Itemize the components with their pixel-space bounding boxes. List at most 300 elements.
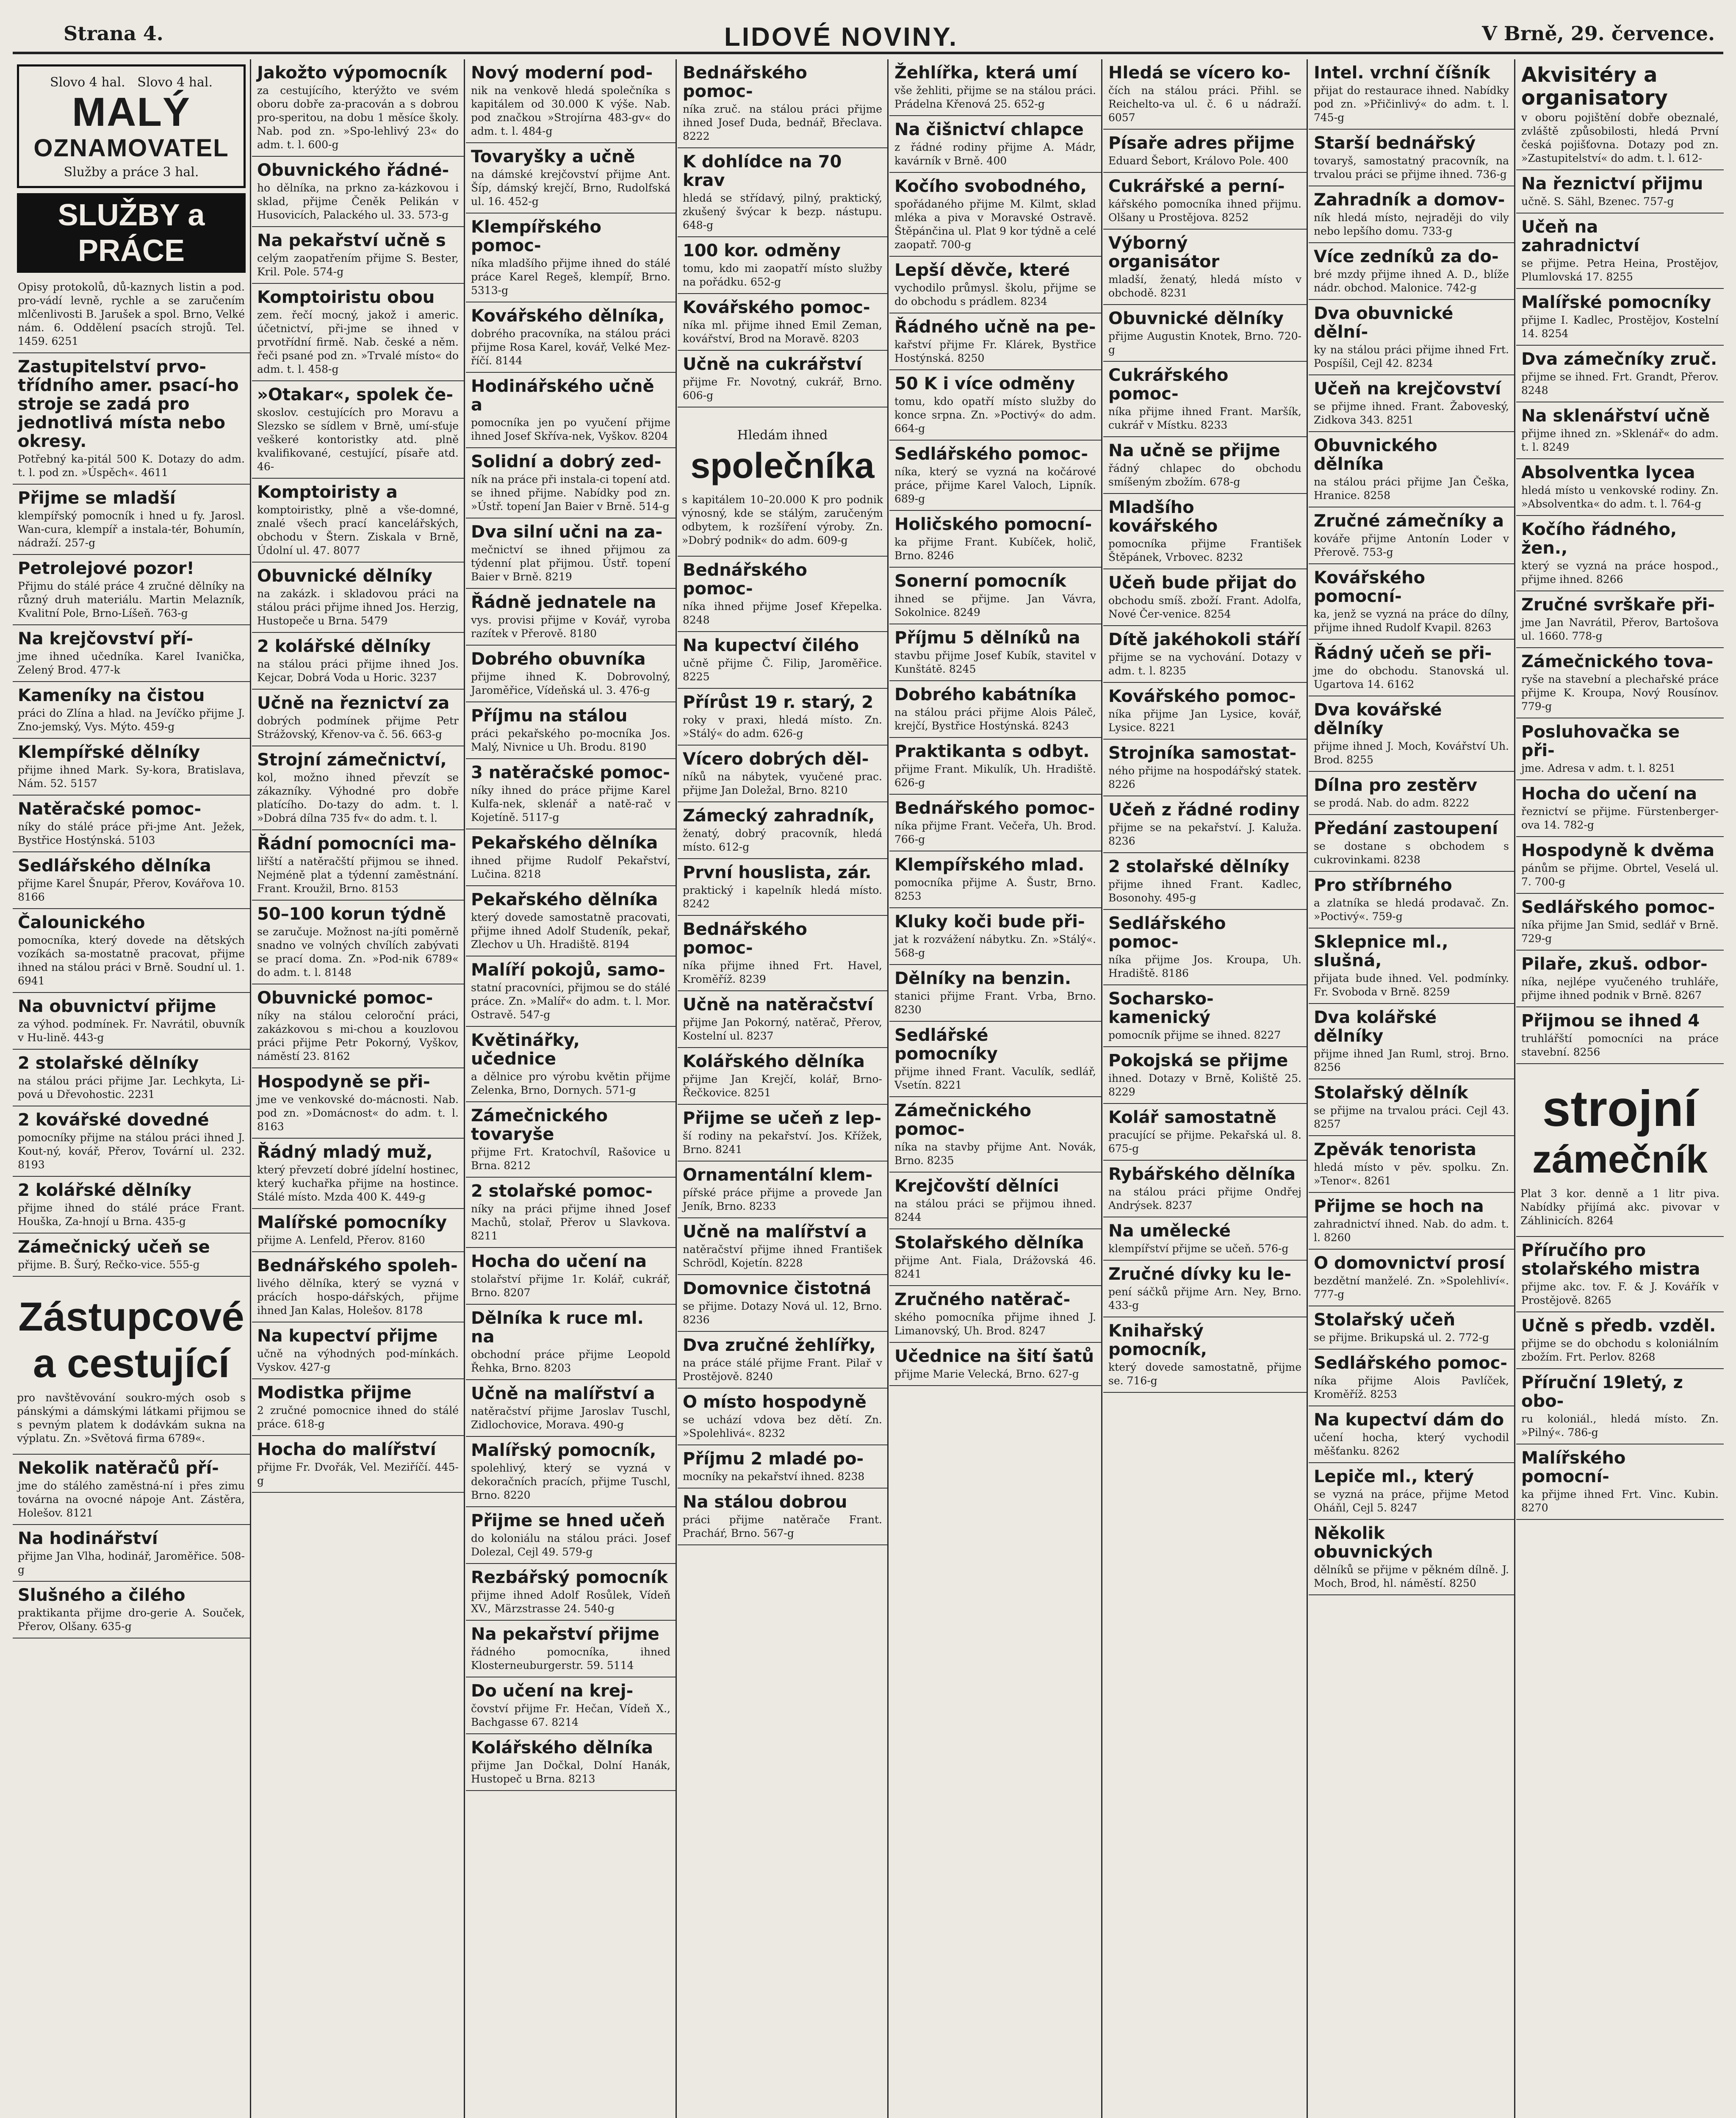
ad-heading: Dobrého kabátníka [894,685,1077,704]
ad-text: řádný chlapec do obchodu smíšeným zbožím. 678-g [1108,462,1301,488]
ad-heading: Domovnice čistotná [683,1279,872,1298]
ad-text: za cestujícího, kterýžto ve svém oboru dobře za-pracován a s dobrou pro-speritou, na dobu 1 měsíce školy. Nab. pod zn. »Spo-lehlivý 23« do adm. t. l. 600-g [257,84,459,151]
ad-heading: Klempířského pomoc- [471,217,602,255]
ad-heading: Kolářského dělníka [471,1738,653,1758]
ad-heading: Kovářského dělníka, [471,306,665,326]
classified-ad [1516,1007,1724,1064]
ad-text: níky na práci přijme ihned Josef Machů, stolař, Přerov u Slavkova. 8211 [471,1203,670,1242]
ad-text: ka přijme ihned Frt. Vinc. Kubin. 8270 [1521,1488,1719,1514]
ad-text: se přijme na trvalou práci. Cejl 43. 8257 [1314,1104,1509,1130]
ad-text: na stálou práci přijme Jar. Lechkyta, Li-pová u Dřevohostic. 2231 [18,1075,245,1101]
classified-ad [252,1252,464,1322]
ad-text: obchodní práce přijme Leopold Řehka, Brno. 8203 [471,1348,670,1374]
ad-text: přijat do restaurace ihned. Nabídky pod zn. »Přičinlivý« do adm. t. l. 745-g [1314,84,1509,124]
display-ad-title-2: zámečník [1532,1138,1708,1181]
classified-ad [1516,591,1724,648]
ad-heading: 2 kolářské dělníky [257,637,431,656]
ad-text: přijme. B. Šurý, Rečko-vice. 555-g [18,1259,200,1271]
classified-ad [1103,796,1307,853]
classified-ad [252,633,464,690]
classified-ad [1516,346,1724,402]
ad-heading: Obuvnické dělníky [257,566,433,586]
ad-heading: Akvisitéry a organisatory [1521,63,1668,110]
ad-text: bezdětní manželé. Zn. »Spolehliví«. 777-g [1314,1275,1509,1300]
classified-ad [678,557,887,632]
ad-text: ky na stálou práci přijme ihned Frt. Pospíšil, Cejl 42. 8234 [1314,344,1509,369]
ad-heading: Petrolejové pozor! [18,559,194,578]
ad-heading: Učně na malířství a [471,1384,655,1403]
ad-text: tomu, kdo opatří místo služby do konce srpna. Zn. »Poctivý« do adm. 664-g [894,395,1096,435]
ad-text: pomocníka jen po vyučení přijme ihned Josef Skříva-nek, Vyškov. 8204 [471,416,670,442]
ad-text: přijme Jan Dočkal, Dolní Hanák, Hustopeč u Brna. 8213 [471,1759,670,1785]
ad-heading: Sedlářského pomoc- [1108,914,1226,952]
ad-heading: Malířský pomocník, [471,1441,656,1460]
ad-heading: Dva kovářské dělníky [1314,700,1442,738]
classified-ad [13,1106,250,1177]
ad-text: přijme Augustin Knotek, Brno. 720-g [1108,330,1301,356]
classified-ad [1309,507,1514,564]
ad-heading: Na kupectví přijme [257,1326,438,1346]
masthead-subtitle: Služby a práce 3 hal. [64,165,199,180]
classified-ad [252,984,464,1068]
ad-heading: Natěračské pomoc- [18,799,202,819]
ad-text: v oboru pojištění dobře obeznalé, zvláště způsobilosti, hledá První česká pojišťovna. Dotazy pod zn. »Zastupitelství« do adm. t. l. 612- [1521,111,1719,164]
ad-text: vys. provisi přijme v Kovář, vyroba razítek v Přerově. 8180 [471,614,670,640]
ad-text: ka, jenž se vyzná na práce do dílny, přijme ihned Rudolf Kvapil. 8263 [1314,608,1509,634]
classified-ad [1103,853,1307,910]
classified-ad [1103,59,1307,130]
ad-text: pířské práce přijme a provede Jan Jeník, Brno. 8233 [683,1187,882,1212]
ad-text: přijme Karel Šnupár, Přerov, Kovářova 10. 8166 [18,877,245,903]
classified-ad [1516,402,1724,459]
classified-ad [1309,640,1514,696]
classified-ad [678,1048,887,1105]
classified-ad [889,1286,1101,1343]
ad-heading: Kameníky na čistou [18,686,205,705]
ad-heading: Dva zámečníky zruč. [1521,349,1717,369]
display-ad-text: Plat 3 kor. denně a 1 litr piva. Nabídky přijímá akc. pivovar v Záhlinicích. 8264 [1520,1187,1719,1227]
ad-heading: Zámečnického tovaryše [471,1106,608,1144]
ad-text: se vyzná na práce, přijme Metod Oháňl, Cejl 5. 8247 [1314,1488,1509,1514]
ad-heading: Učeň z řádné rodiny [1108,800,1300,820]
classified-ad [466,1305,676,1380]
column-8 [1516,59,1724,2118]
classified-ad [1309,375,1514,432]
ad-text: hledá místo v pěv. spolku. Zn. »Tenor«. 8261 [1314,1161,1509,1187]
ad-heading: Solidní a dobrý zed- [471,452,662,471]
classified-ad [1516,1237,1724,1312]
classified-ad [1309,1306,1514,1350]
classified-ad [889,908,1101,965]
ad-heading: Hledá se vícero ko- [1108,63,1291,83]
ad-text: livého dělníka, který se vyzná v prácích hospo-dářských, přijme ihned Jan Kalas, Holešov. 8178 [257,1277,459,1317]
classified-ad [466,59,676,143]
classified-ad [889,257,1101,313]
ad-heading: Klempířské dělníky [18,743,200,762]
ad-text: skoslov. cestujících pro Moravu a Slezsko se sídlem v Brně, umí-sťuje veškeré kontoristky atd. plně kvalifikované, cestující, písaře atd. 46- [257,406,459,473]
ad-text: práci pekařského po-mocníka Jos. Malý, Nivnice u Uh. Brodu. 8190 [471,727,670,753]
ad-heading: Na obuvnictví přijme [18,997,216,1016]
ad-text: jat k rozvážení nábytku. Zn. »Stálý«. 568-g [894,933,1096,959]
ad-text: níka přijme Jos. Kroupa, Uh. Hradiště. 8186 [1108,954,1301,979]
ad-heading: Příjmu 2 mladé po- [683,1449,864,1469]
classified-ad [252,1209,464,1252]
ad-text: spolehlivý, který se vyzná v dekoračních pracích, přijme Tuschl, Brno. 8220 [471,1462,670,1501]
classified-ad [1103,1317,1307,1393]
classified-ad [1516,718,1724,780]
classified-ad [1309,1004,1514,1079]
ad-text: práci přijme natěrače Frant. Pracháŕ, Brno. 567-g [683,1514,882,1539]
ad-text: jme ve venkovské do-mácnosti. Nab. pod zn. »Domácnost« do adm. t. l. 8163 [257,1093,459,1133]
ad-text: níka na stavby přijme Ant. Novák, Brno. 8235 [894,1141,1096,1167]
classified-ad [1103,130,1307,173]
classified-ad [1103,1217,1307,1261]
ad-heading: Řádný mladý muž, [257,1142,433,1162]
ad-text: čovství přijme Fr. Hečan, Vídeň X., Bachgasse 67. 8214 [471,1702,670,1728]
ad-heading: Předání zastoupení [1314,819,1498,838]
ad-text: níky do stálé práce při-jme Ant. Ježek, Bystřice Hostýnská. 5103 [18,821,245,846]
classified-ad [1516,289,1724,346]
page-header [13,22,1723,54]
ad-text: bré mzdy přijme ihned A. D., blíže nádr. obchod. Malonice. 742-g [1314,268,1509,294]
ad-text: komptoiristky, plně a vše-domné, znalé všech prací kancelářských, obchodu v Štern. Ziskala v Brně, Údolní ul. 47. 8077 [257,504,459,557]
ad-text: hledá místo u venkovské rodiny. Zn. »Absolventka« do adm. t. l. 764-g [1521,484,1719,510]
classified-ad [889,965,1101,1022]
ad-heading: Žehlířka, která umí [894,63,1077,83]
ad-text: přijme ihned Jan Ruml, stroj. Brno. 8256 [1314,1048,1509,1073]
classified-ad [1516,459,1724,516]
ad-text: ského pomocníka přijme ihned J. Limanovský, Uh. Brod. 8247 [894,1311,1096,1337]
classified-ad [252,830,464,901]
ad-text: 2 zručné pomocnice ihned do stálé práce. 618-g [257,1404,459,1430]
ad-text: přijme se na vychování. Dotazy v adm. t. l. 8235 [1108,651,1301,677]
ad-heading: Stolařský dělník [1314,1083,1468,1103]
ad-heading: 3 natěračské pomoc- [471,763,670,782]
ad-heading: Zámecký zahradník, [683,806,875,826]
classified-ad [252,1379,464,1436]
ad-text: čích na stálou práci. Přihl. se Reichelto-va ul. č. 6 u nádraží. 6057 [1108,84,1301,124]
ad-heading: 50 K i více odměny [894,374,1075,394]
ad-text: ného přijme na hospodářský statek. 8226 [1108,765,1301,790]
ad-heading: Kolářského dělníka [683,1052,865,1071]
classified-ad [1309,696,1514,772]
classified-ad [1309,1193,1514,1250]
ad-text: pomocníka přijme A. Šustr, Brno. 8253 [894,876,1096,902]
ad-text: se přijme. Dotazy Nová ul. 12, Brno. 8236 [683,1300,882,1326]
ad-text: stanici přijme Frant. Vrba, Brno. 8230 [894,990,1096,1016]
ad-heading: Učně na řeznictví za [257,693,450,713]
classified-ad [466,1507,676,1564]
ad-text: na zakázk. i skladovou práci na stálou práci přijme ihned Jos. Herzig, Hustopeče u Brna. 5479 [257,588,459,627]
classified-ad [252,690,464,746]
classified-ad [678,916,887,991]
ad-text: přijme Jan Vlha, hodinář, Jaroměřice. 508-g [18,1550,245,1576]
classified-ad [466,1178,676,1248]
ad-heading: Dítě jakéhokoli stáří [1108,630,1301,649]
classified-ad [252,479,464,563]
ad-heading: Přijme se učeň z lep- [683,1109,882,1128]
ad-text: přijme ihned Adolf Rosůlek, Vídeň XV., Märzstrasse 24. 540-g [471,1589,670,1615]
ad-heading: Do učení na krej- [471,1681,634,1701]
ad-text: pomocník přijme se ihned. 8227 [1108,1029,1281,1041]
ad-heading: Na čišnictví chlapce [894,120,1084,139]
ad-text: stavbu přijme Josef Kubík, stavitel v Kunštátě. 8245 [894,649,1096,675]
classified-ad [13,852,250,909]
ad-heading: Tovaryšky a učně [471,147,635,166]
classified-ad [678,859,887,916]
ad-heading: Na umělecké [1108,1221,1231,1241]
ad-text: do koloniálu na stálou práci. Josef Dolezal, Cejl 49. 579-g [471,1532,670,1558]
display-ad-text: pro navštěvování soukro-mých osob s pánskými a dámskými látkami přijmou se s pevným platem k dodávkám sukna na výplatu. Zn. »Světová firma 6789«. [17,1392,246,1444]
ad-heading: Sedlářského dělníka [18,856,211,876]
ad-heading: Řádně jednatele na [471,593,656,612]
ad-text: na stálou práci přijme Ondřej Andrýsek. 8237 [1108,1186,1301,1211]
ad-text: pomocníka přijme František Štěpánek, Vrbovec. 8232 [1108,538,1301,563]
classified-ad [466,213,676,302]
ad-text: učně na výhodných pod-mínkách. Vyskov. 427-g [257,1347,459,1373]
ad-text: zahradnictví ihned. Nab. do adm. t. l. 8260 [1314,1218,1509,1244]
ad-heading: Komptoiristy a [257,482,398,502]
masthead-word: MALÝ [72,89,191,135]
classified-ad [466,1677,676,1734]
ad-heading: Příruční 19letý, z obo- [1521,1373,1683,1411]
classified-ad [1103,626,1307,683]
ad-text: mocníky na pekařství ihned. 8238 [683,1470,865,1483]
ad-text: Přijmu do stálé práce 4 zručné dělníky na různý druh materiálu. Martin Melazník, Kvalitní Pole, Brno-Líšeň. 763-g [18,580,245,619]
classified-ad [889,851,1101,908]
classified-ad [1309,186,1514,243]
ad-heading: První houslista, zár. [683,863,872,882]
display-ad-representatives [13,1277,250,1455]
ad-text: stolařství přijme 1r. Kolář, cukrář, Brno. 8207 [471,1273,670,1299]
ad-heading: Zpěvák tenorista [1314,1140,1476,1159]
column-5 [889,59,1102,2118]
ad-text: dobrého pracovníka, na stálou práci přijme Rosa Karel, kovář, Velké Mez-říčí. 8144 [471,327,670,367]
ad-heading: Příjmu 5 dělníků na [894,628,1080,648]
classified-ad [889,1022,1101,1097]
ad-text: vychodilo průmysl. školu, přijme se do obchodu s prádlem. 8234 [894,282,1096,308]
classified-ad [1309,564,1514,640]
classified-ad [889,441,1101,511]
classified-ad [889,1229,1101,1286]
classified-ad [466,1248,676,1305]
ad-heading: Kovářského pomocní- [1314,568,1425,606]
ad-text: který se vyzná na práce hospod., přijme ihned. 8266 [1521,560,1719,585]
ad-text: níků na nábytek, vyučené prac. přijme Jan Doležal, Brno. 8210 [683,771,882,796]
display-ad-title-1: strojní [1542,1080,1698,1137]
classified-ad [678,1162,887,1218]
ad-heading: Intel. vrchní číšník [1314,63,1490,83]
ad-text: učení hocha, který vychodil měšťanku. 8262 [1314,1431,1509,1457]
classified-ad [889,511,1101,568]
classified-ad [1309,243,1514,300]
ad-heading: K dohlídce na 70 krav [683,152,842,190]
ad-text: pánům se přijme. Obrtel, Veselá ul. 7. 700-g [1521,862,1719,888]
classified-ad [1103,569,1307,626]
classified-ad [13,796,250,852]
ad-heading: 2 kovářské dovedné [18,1110,209,1130]
ad-text: se zaručuje. Možnost na-jíti poměrně snadno ve volných chvílích zabývati se prací doma. Zn. »Pod-nik 6789« do adm. t. l. 8148 [257,926,459,979]
ad-heading: Starší bednářský [1314,133,1476,153]
classified-ad [678,294,887,351]
ad-heading: 2 stolařské dělníky [1108,857,1290,876]
ad-heading: 50–100 korun týdně [257,904,446,924]
ad-heading: Zručné svrškaře při- [1521,595,1715,615]
ad-heading: Slušného a čilého [18,1586,186,1605]
classified-ad [466,759,676,829]
ad-text: přijme Ant. Fiala, Drážovská 46. 8241 [894,1254,1096,1280]
classified-ad [1309,772,1514,815]
classified-ad [1103,1104,1307,1161]
ad-text: jme. Adresa v adm. t. l. 8251 [1521,762,1676,774]
ad-text: truhlářští pomocníci na práce stavební. 8256 [1521,1032,1719,1058]
ad-text: přijme Frant. Mikulík, Uh. Hradiště. 626-g [894,763,1096,789]
classified-ad [678,1218,887,1275]
ad-heading: Sedlářského pomoc- [1521,898,1715,917]
ad-heading: Učeň na zahradnictví [1521,217,1639,255]
ad-text: přijata bude ihned. Vel. podmínky. Fr. Svoboda v Brně. 8259 [1314,972,1509,998]
classified-ad [252,1436,464,1493]
ad-text: kářského pomocníka ihned přijmu. Olšany u Prostějova. 8252 [1108,198,1301,224]
ad-heading: Bednářského pomoc- [683,63,807,101]
ad-heading: Zručné dívky ku le- [1108,1264,1291,1284]
ad-text: vše žehliti, přijme se na stálou práci. Prádelna Křenová 25. 652-g [894,84,1096,110]
ad-text: a zlatníka se hledá prodavač. Zn. »Poctivý«. 759-g [1314,897,1509,923]
ad-heading: Pokojská se přijme [1108,1051,1288,1070]
classified-ad [889,59,1101,116]
ad-heading: Rezbářský pomocník [471,1568,668,1587]
classified-ad [1309,130,1514,186]
classified-ad [1516,1312,1724,1369]
ad-text: roky v praxi, hledá místo. Zn. »Stálý« do adm. 626-g [683,714,882,740]
classified-ad [678,237,887,294]
classified-ad [13,1177,250,1234]
classified-ad [1309,929,1514,1004]
classified-ad [1309,1406,1514,1463]
ad-heading: Strojní zámečnictví, [257,750,447,770]
classified-ad [678,991,887,1048]
ad-text: přijme se na pekařství. J. Kaluža. 8236 [1108,821,1301,847]
ad-text: přijme ihned Frant. Vaculík, sedlář, Vsetín. 8221 [894,1065,1096,1091]
ad-text: jme do obchodu. Stanovská ul. Ugartova 14. 6162 [1314,665,1509,690]
ad-heading: »Otakar«, spolek če- [257,385,453,405]
classified-ad [678,351,887,408]
ad-text: se dostane s obchodem s cukrovinkami. 8238 [1314,840,1509,866]
ad-heading: Krejčovští dělníci [894,1176,1059,1196]
ad-heading: Nekolik natěračů pří- [18,1458,219,1478]
ad-text: přijme Jan Pokorný, natěrač, Přerov, Kostelní ul. 8237 [683,1016,882,1042]
classified-ad [678,1489,887,1545]
classified-ad [466,1437,676,1507]
classified-ad [252,284,464,381]
classified-ad [1309,432,1514,507]
classified-ad [466,1380,676,1437]
classified-ad [678,1445,887,1489]
ad-heading: Pilaře, zkuš. odbor- [1521,954,1708,974]
classified-ad [1309,872,1514,929]
classified-ad [466,1102,676,1178]
classified-ad [13,993,250,1050]
ad-heading: Na kupectví čilého [683,636,859,655]
ad-text: na stálou práci přijme Jan Češka, Hranice. 8258 [1314,476,1509,502]
ad-text: se uchází vdova bez dětí. Zn. »Spolehlivá«. 8232 [683,1414,882,1439]
ad-heading: Dělníka k ruce ml. na [471,1309,644,1347]
classified-ad [678,746,887,802]
classified-ad [889,681,1101,738]
ad-heading: Kovářského pomoc- [1108,687,1296,706]
classified-ad [889,116,1101,173]
classified-ad [1309,59,1514,130]
ad-text: přijme Marie Velecká, Brno. 627-g [894,1368,1079,1380]
ad-text: přijme ihned Mark. Sy-kora, Bratislava, Nám. 52. 5157 [18,764,245,790]
ad-heading: Vícero dobrých děl- [683,749,869,769]
ad-heading: Absolventka lycea [1521,463,1695,482]
classified-ad [889,173,1101,257]
ad-text: přijme ihned zn. »Sklenář« do adm. t. l. 8249 [1521,427,1719,453]
ad-heading: Hodinářského učně a [471,377,654,415]
classified-ad [1516,516,1724,591]
ad-heading: Malířské pomocníky [1521,293,1711,312]
ad-text: obchodu smíš. zboží. Frant. Adolfa, Nové Čer-venice. 8254 [1108,594,1301,620]
ad-text: dělníků se přijme v pěkném dílně. J. Moch, Brod, hl. náměstí. 8250 [1314,1564,1509,1589]
ad-heading: Dva obuvnické dělní- [1314,304,1454,342]
classified-ad [466,1734,676,1791]
classified-ad [1309,1463,1514,1520]
ad-heading: Lepiče ml., který [1314,1467,1474,1486]
ad-text: přijme se do obchodu s koloniálním zbožím. Frt. Perlov. 8268 [1521,1337,1719,1363]
ad-text: ženatý, dobrý pracovník, hledá místo. 612-g [683,827,882,853]
ad-heading: Zručného natěrač- [894,1290,1071,1309]
ad-heading: Přijme se hned učeň [471,1511,665,1530]
classified-ad [466,1621,676,1677]
classified-ad [252,59,464,157]
ad-heading: Přijmou se ihned 4 [1521,1011,1700,1031]
classified-ad [13,555,250,625]
column-2 [252,59,465,2118]
ad-heading: Květinářky, učednice [471,1031,580,1069]
ad-heading: Příručího pro stolařského mistra [1521,1241,1700,1279]
ad-heading: Na řeznictví přijmu [1521,174,1703,194]
ad-text: níka přijme ihned Frt. Havel, Kroměříž. 8239 [683,959,882,985]
ad-text: který dovede samostatně, přijme se. 716-g [1108,1361,1301,1387]
ad-text: přijme Fr. Dvořák, Vel. Meziříčí. 445-g [257,1461,459,1487]
ad-heading: Komptoiristu obou [257,288,435,307]
ad-heading: Malířského pomocní- [1521,1448,1626,1486]
ad-heading: Příjmu na stálou [471,706,628,726]
ad-heading: Kolář samostatně [1108,1108,1276,1127]
ad-text: ník hledá místo, nejraději do vily nebo lepšího domu. 733-g [1314,211,1509,237]
ad-text: níka ihned přijme Josef Křepelka. 8248 [683,600,882,626]
classified-ad [252,381,464,479]
column-6 [1103,59,1308,2118]
ad-heading: Učně na malířství a [683,1222,867,1242]
classified-ad [13,1050,250,1106]
ad-text: pracující se přijme. Pekařská ul. 8. 675-g [1108,1129,1301,1155]
classified-ad [252,563,464,633]
ad-heading: Na sklenářství učně [1521,406,1710,426]
ad-heading: Učně na cukrářství [683,355,862,374]
classified-ad [889,568,1101,624]
display-ad-text: s kapitálem 10–20.000 K pro podnik výnosný, kde se stálým, zaručeným odbytem, k rozšíření výroby. Zn. »Dobrý podnik« do adm. 609-g [682,493,883,546]
ad-text: Eduard Šebort, Královo Pole. 400 [1108,155,1288,167]
page-number: Strana 4. [64,22,163,45]
ad-heading: Socharsko-kamenický [1108,989,1214,1027]
ad-heading: 100 kor. odměny [683,241,841,261]
ad-heading: Zámečnický učeň se [18,1237,210,1257]
ad-text: přijme Jan Krejčí, kolář, Brno-Řečkovice. 8251 [683,1073,882,1099]
ad-text: se přijme. Petra Heina, Prostějov, Plumlovská 17. 8255 [1521,257,1719,283]
classified-ad [1516,59,1724,170]
